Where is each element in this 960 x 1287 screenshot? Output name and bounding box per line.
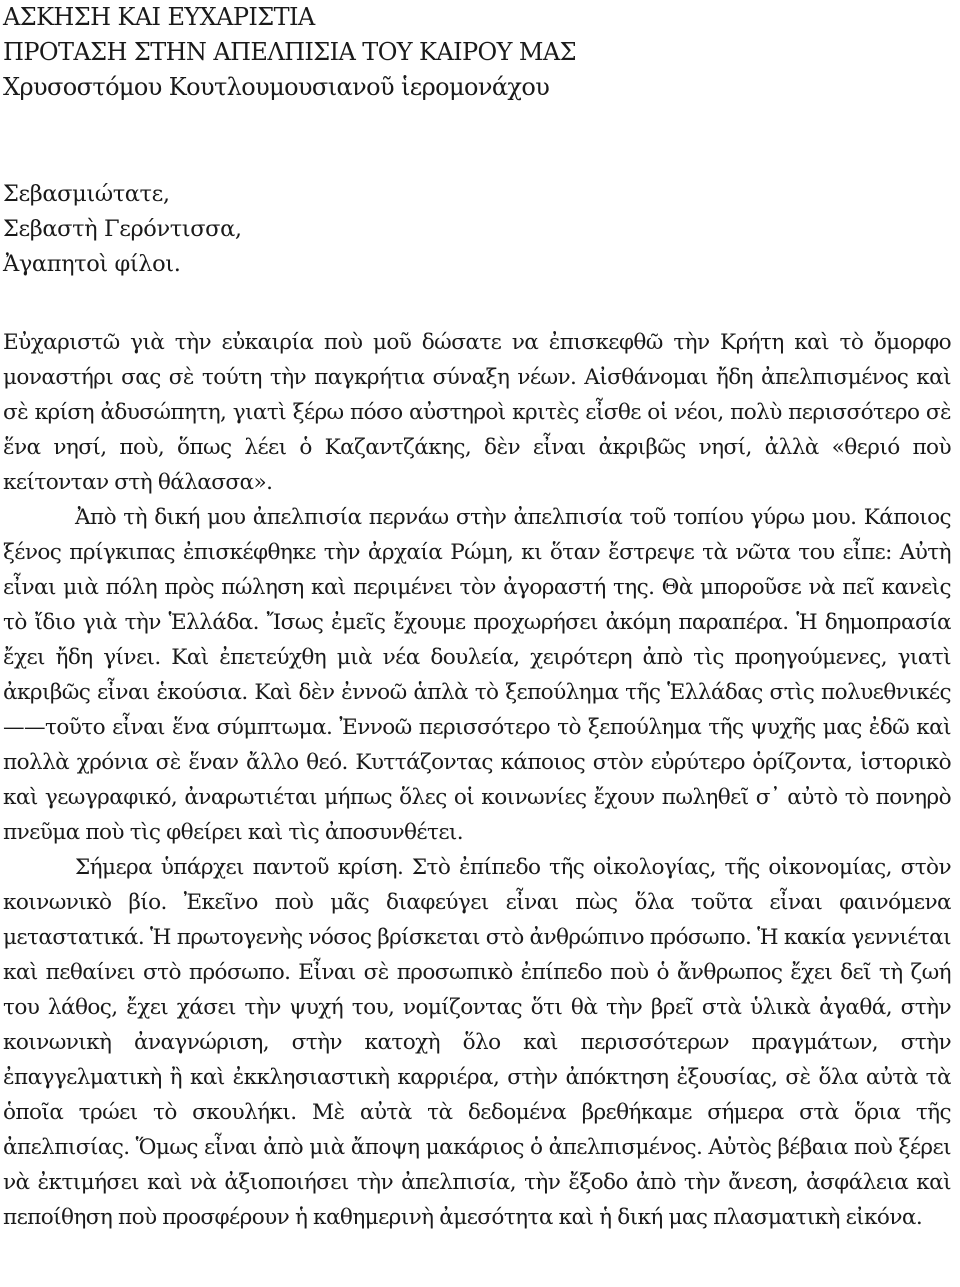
title-block (3, 0, 953, 105)
body-text (3, 325, 951, 1235)
paragraph-2: Ἀπὸ τὴ δική μου ἀπελπισία περνάω στὴν ἀπελπισία τοῦ τοπίου γύρω μου. Κάποιος ξένος πρίγκιπας ἐπισκέφθηκε τὴν ἀρχαία Ρώμη, κι ὅταν ἔστρεψε τὰ νῶτα του εἶπε: Αὐτὴ εἶναι μιὰ πόλη πρὸς πώληση καὶ περιμένει τὸν ἀγοραστή της. Θὰ μποροῦσε νὰ πεῖ κανεὶς τὸ ἴδιο γιὰ τὴν Ἑλλάδα. Ἴσως ἐμεῖς ἔχουμε προχωρήσει ἀκόμη παραπέρα. Ἡ δημοπρασία ἔχει ἤδη γίνει. Καὶ ἐπετεύχθη μιὰ νέα δουλεία, χειρότερη ἀπὸ τὶς προηγούμενες, γιατὶ ἀκριβῶς εἶναι ἑκούσια. Καὶ δὲν ἐννοῶ ἁπλὰ τὸ ξεπούλημα τῆς Ἑλλάδας στὶς πολυεθνικές——τοῦτο εἶναι ἕνα σύμπτωμα. Ἐννοῶ περισσότερο τὸ ξεπούλημα τῆς ψυχῆς μας ἐδῶ καὶ πολλὰ χρόνια σὲ ἕναν ἄλλο θεό. Κυττάζοντας κάποιος στὸν εὐρύτερο ὁρίζοντα, ἱστορικὸ καὶ γεωγραφικό, ἀναρωτιέται μήπως ὅλες οἱ κοινωνίες ἔχουν πωληθεῖ σ᾽ αὐτὸ τὸ πονηρὸ πνεῦμα ποὺ τὶς φθείρει καὶ τὶς ἀποσυνθέτει. (3, 505, 951, 845)
salutation-line-2: Σεβαστὴ Γερόντισσα, (3, 216, 242, 242)
salutation (3, 177, 242, 282)
author-line: Χρυσοστόμου Κουτλουμουσιανοῦ ἱερομονάχου (3, 73, 550, 101)
title-line-2: ΠΡΟΤΑΣΗ ΣΤΗΝ ΑΠΕΛΠΙΣΙΑ ΤΟΥ ΚΑΙΡΟΥ ΜΑΣ (3, 38, 576, 66)
paragraph-3: Σήμερα ὑπάρχει παντοῦ κρίση. Στὸ ἐπίπεδο τῆς οἰκολογίας, τῆς οἰκονομίας, στὸν κοινωνικὸ βίο. Ἐκεῖνο ποὺ μᾶς διαφεύγει εἶναι πὼς ὅλα τοῦτα εἶναι φαινόμενα μεταστατικά. Ἡ πρωτογενὴς νόσος βρίσκεται στὸ ἀνθρώπινο πρόσωπο. Ἡ κακία γεννιέται καὶ πεθαίνει στὸ πρόσωπο. Εἶναι σὲ προσωπικὸ ἐπίπεδο ποὺ ὁ ἄνθρωπος ἔχει δεῖ τὴ ζωή του λάθος, ἔχει χάσει τὴν ψυχή του, νομίζοντας ὅτι θὰ τὴν βρεῖ στὰ ὑλικὰ ἀγαθά, στὴν κοινωνικὴ ἀναγνώριση, στὴν κατοχὴ ὅλο καὶ περισσότερων πραγμάτων, στὴν ἐπαγγελματικὴ ἢ καὶ ἐκκλησιαστικὴ καρριέρα, στὴν ἀπόκτηση ἐξουσίας, σὲ ὅλα αὐτὰ τὰ ὁποῖα τρώει τὸ σκουλήκι. Μὲ αὐτὰ τὰ δεδομένα βρεθήκαμε σήμερα στὰ ὅρια τῆς ἀπελπισίας. Ὅμως εἶναι ἀπὸ μιὰ ἄποψη μακάριος ὁ ἀπελπισμένος. Αὐτὸς βέβαια ποὺ ξέρει νὰ ἐκτιμήσει καὶ νὰ ἀξιοποιήσει τὴν ἀπελπισία, τὴν ἔξοδο ἀπὸ τὴν ἄνεση, ἀσφάλεια καὶ πεποίθηση ποὺ προσφέρουν ἡ καθημερινὴ ἀμεσότητα καὶ ἡ δική μας πλασματικὴ εἰκόνα. (3, 855, 951, 1230)
paragraph-1: Εὐχαριστῶ γιὰ τὴν εὐκαιρία ποὺ μοῦ δώσατε να ἐπισκεφθῶ τὴν Κρήτη καὶ τὸ ὄμορφο μοναστήρι σας σὲ τούτη τὴν παγκρήτια σύναξη νέων. Αἰσθάνομαι ἤδη ἀπελπισμένος καὶ σὲ κρίση ἀδυσώπητη, γιατὶ ξέρω πόσο αὐστηροὶ κριτὲς εἶσθε οἱ νέοι, πολὺ περισσότερο σὲ ἕνα νησί, ποὺ, ὅπως λέει ὁ Καζαντζάκης, δὲν εἶναι ἀκριβῶς νησί, ἀλλὰ «θεριό ποὺ κείτονταν στὴ θάλασσα». (3, 330, 951, 495)
salutation-line-1: Σεβασμιώτατε, (3, 181, 170, 207)
document-page (3, 0, 953, 1230)
salutation-line-3: Ἀγαπητοὶ φίλοι. (3, 251, 181, 277)
title-line-1: ΑΣΚΗΣΗ ΚΑΙ ΕΥΧΑΡΙΣΤΙΑ (3, 3, 315, 31)
